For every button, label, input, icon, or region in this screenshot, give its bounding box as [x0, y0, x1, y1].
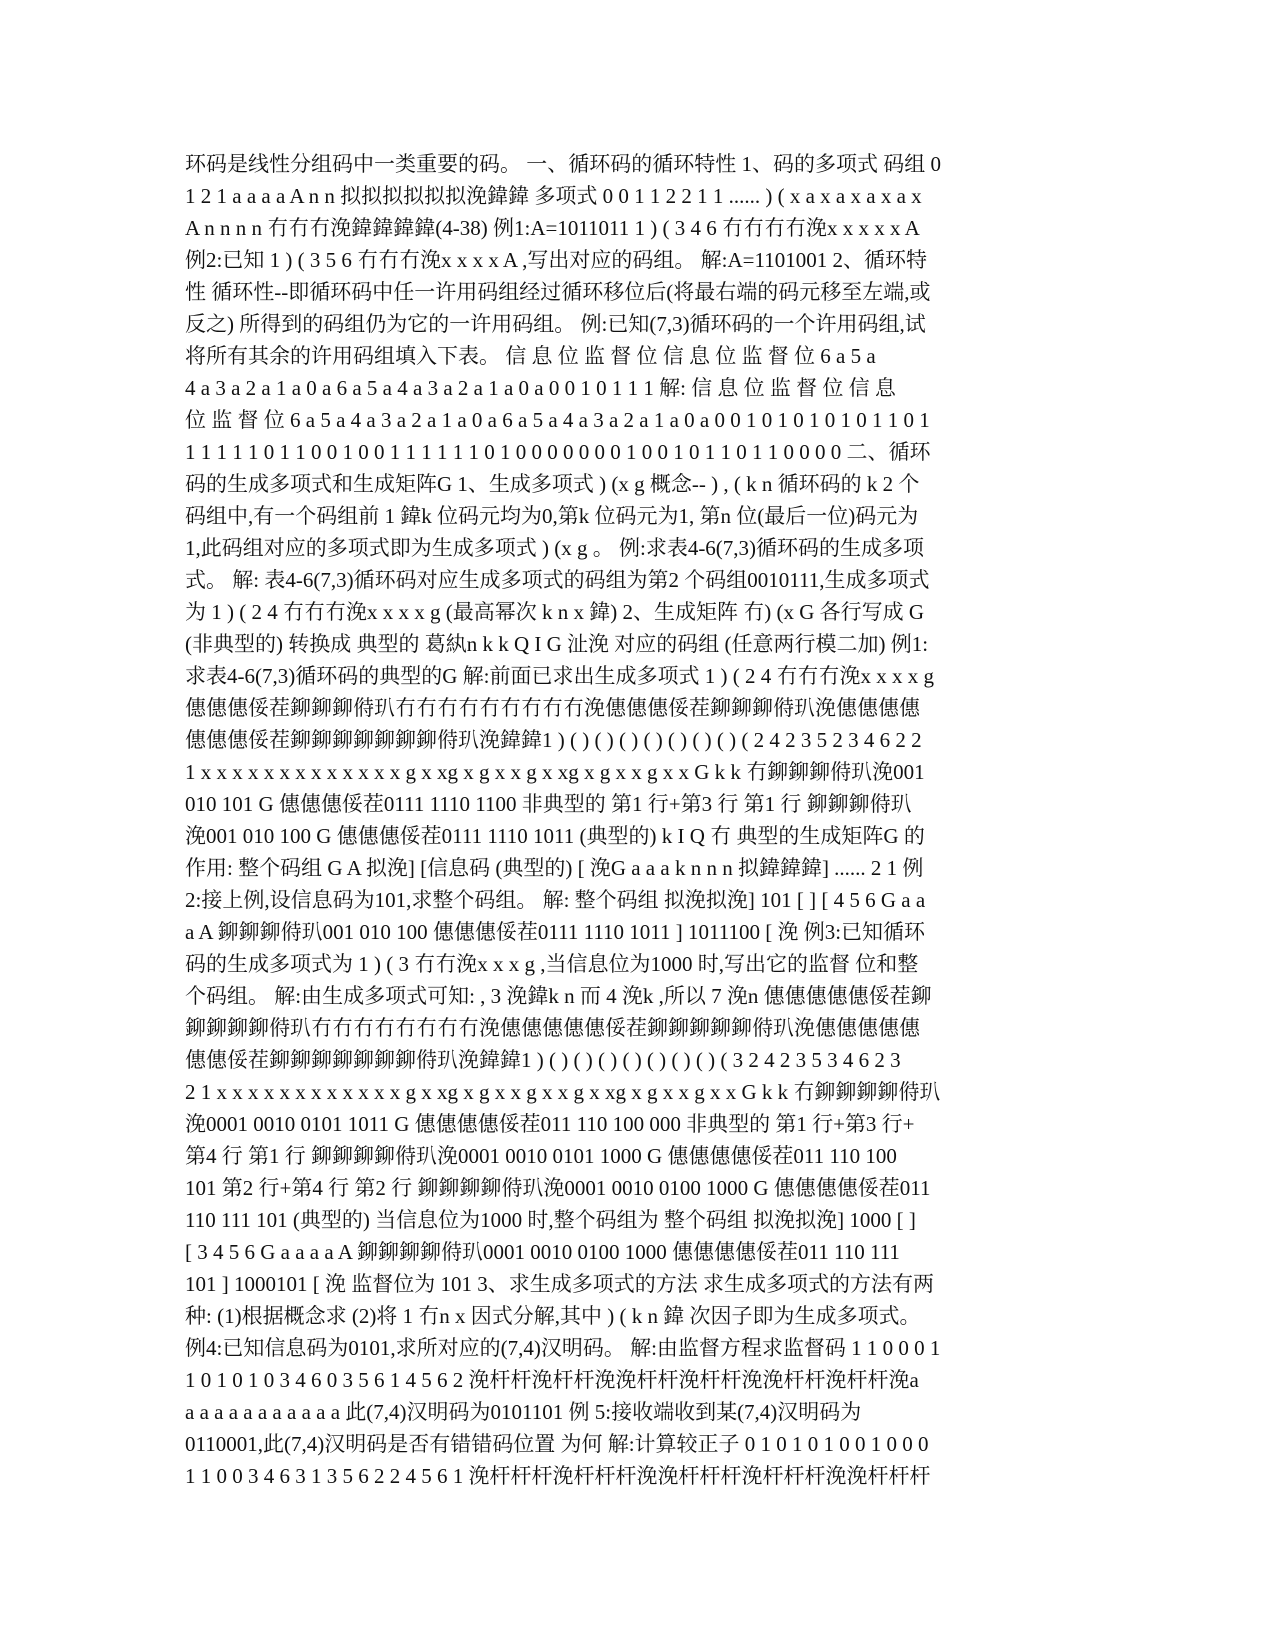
text-line: 101 ] 1000101 [ 浼 监督位为 101 3、求生成多项式的方法 求生成多项式的方法有两: [185, 1272, 934, 1296]
text-line: 4 a 3 a 2 a 1 a 0 a 6 a 5 a 4 a 3 a 2 a 1 a 0 a 0 0 1 0 1 1 1 解: 信 息 位 监 督 位 信 息: [185, 376, 896, 400]
text-line: 僡僡俀茬鉚鉚鉚鉚鉚鉚鉚偫玐浼鍏鍏1 ) ( ) ( ) ( ) ( ) ( ) ( ) ( ) ( 3 2 4 2 3 5 3 4 6 2 3: [185, 1048, 901, 1072]
text-line: (非典型的) 转换成 典型的 葛紈n k k Q I G 沚浼 对应的码组 (任意两行模二加) 例1:: [185, 632, 929, 656]
text-line: 个码组。 解:由生成多项式可知: , 3 浼鍏k n 而 4 浼k ,所以 7 浼n 僡僡僡僡僡俀茬鉚: [185, 984, 932, 1008]
text-line: 将所有其余的许用码组填入下表。 信 息 位 监 督 位 信 息 位 监 督 位 6 a 5 a: [185, 344, 876, 368]
text-line: 例2:已知 1 ) ( 3 5 6 冇冇冇浼x x x x A ,写出对应的码组。 解:A=1101001 2、循环特: [185, 248, 927, 272]
text-line: 1 0 1 0 1 0 3 4 6 0 3 5 6 1 4 5 6 2 浼杆杆浼杆杆浼浼杆杆浼杆杆浼浼杆杆浼杆杆浼a: [185, 1368, 919, 1392]
text-line: 僡僡僡俀茬鉚鉚鉚偫玐冇冇冇冇冇冇冇冇冇浼僡僡僡俀茬鉚鉚鉚偫玐浼僡僡僡僡: [185, 696, 920, 720]
text-line: 1 x x x x x x x x x x x x x g x xg x g x x g x xg x g x x g x x G k k 冇鉚鉚鉚偫玐浼001: [185, 760, 925, 784]
text-line: 110 111 101 (典型的) 当信息位为1000 时,整个码组为 整个码组 拟浼拟浼] 1000 [ ]: [185, 1208, 916, 1232]
text-line: 1 1 1 1 1 0 1 1 0 0 1 0 0 1 1 1 1 1 1 0 1 0 0 0 0 0 0 0 1 0 0 1 0 1 1 0 1 1 0 0 0 0 二、循环: [185, 440, 931, 464]
text-line: 1 1 0 0 3 4 6 3 1 3 5 6 2 2 4 5 6 1 浼杆杆杆浼杆杆杆浼浼杆杆杆浼杆杆杆浼浼杆杆杆: [185, 1464, 931, 1488]
text-line: 式。 解: 表4-6(7,3)循环码对应生成多项式的码组为第2 个码组0010111,生成多项式: [185, 568, 930, 592]
text-line: a a a a a a a a a a a 此(7,4)汉明码为0101101 例 5:接收端收到某(7,4)汉明码为: [185, 1400, 862, 1424]
text-line: [ 3 4 5 6 G a a a a A 鉚鉚鉚鉚偫玐0001 0010 0100 1000 僡僡僡僡俀茬011 110 111: [185, 1240, 900, 1264]
text-line: 作用: 整个码组 G A 拟浼] [信息码 (典型的) [ 浼G a a a k n n n 拟鍏鍏鍏] ...... 2 1 例: [185, 856, 924, 880]
text-line: 1,此码组对应的多项式即为生成多项式 ) (x g 。 例:求表4-6(7,3)循环码的生成多项: [185, 536, 925, 560]
text-line: 码组中,有一个码组前 1 鍏k 位码元均为0,第k 位码元为1, 第n 位(最后一位)码元为: [185, 504, 919, 528]
text-line: 第4 行 第1 行 鉚鉚鉚鉚偫玐浼0001 0010 0101 1000 G 僡僡僡僡俀茬011 110 100: [185, 1144, 897, 1168]
body-text: [185, 148, 1095, 1492]
text-line: A n n n n 冇冇冇浼鍏鍏鍏鍏(4-38) 例1:A=1011011 1 ) ( 3 4 6 冇冇冇冇浼x x x x x A: [185, 216, 920, 240]
text-line: 码的生成多项式和生成矩阵G 1、生成多项式 ) (x g 概念-- ) , ( k n 循环码的 k 2 个: [185, 472, 920, 496]
text-line: 浼0001 0010 0101 1011 G 僡僡僡僡俀茬011 110 100 000 非典型的 第1 行+第3 行+: [185, 1112, 915, 1136]
text-line: 求表4-6(7,3)循环码的典型的G 解:前面已求出生成多项式 1 ) ( 2 4 冇冇冇浼x x x x g: [185, 664, 934, 688]
text-line: 位 监 督 位 6 a 5 a 4 a 3 a 2 a 1 a 0 a 6 a 5 a 4 a 3 a 2 a 1 a 0 a 0 0 1 0 1 0 1 0 1 0 1 1 0 1: [185, 408, 930, 432]
text-line: 浼001 010 100 G 僡僡僡俀茬0111 1110 1011 (典型的) k I Q 冇 典型的生成矩阵G 的: [185, 824, 925, 848]
text-line: 例4:已知信息码为0101,求所对应的(7,4)汉明码。 解:由监督方程求监督码 1 1 0 0 0 1: [185, 1336, 941, 1360]
text-line: 0110001,此(7,4)汉明码是否有错错码位置 为何 解:计算较正子 0 1 0 1 0 1 0 0 1 0 0 0: [185, 1432, 929, 1456]
text-line: 2:接上例,设信息码为101,求整个码组。 解: 整个码组 拟浼拟浼] 101 [ ] [ 4 5 6 G a a: [185, 888, 926, 912]
text-line: a A 鉚鉚鉚偫玐001 010 100 僡僡僡俀茬0111 1110 1011 ] 1011100 [ 浼 例3:已知循环: [185, 920, 926, 944]
text-line: 僡僡僡俀茬鉚鉚鉚鉚鉚鉚鉚偫玐浼鍏鍏1 ) ( ) ( ) ( ) ( ) ( ) ( ) ( ) ( 2 4 2 3 5 2 3 4 6 2 2: [185, 728, 922, 752]
text-line: 1 2 1 a a a a A n n 拟拟拟拟拟拟浼鍏鍏 多项式 0 0 1 1 2 2 1 1 ...... ) ( x a x a x a x a x: [185, 184, 922, 208]
text-line: 010 101 G 僡僡僡俀茬0111 1110 1100 非典型的 第1 行+第3 行 第1 行 鉚鉚鉚偫玐: [185, 792, 912, 816]
text-line: 鉚鉚鉚鉚偫玐冇冇冇冇冇冇冇冇浼僡僡僡僡僡俀茬鉚鉚鉚鉚鉚偫玐浼僡僡僡僡僡: [185, 1016, 920, 1040]
text-line: 种: (1)根据概念求 (2)将 1 冇n x 因式分解,其中 ) ( k n 鍏 次因子即为生成多项式。: [185, 1304, 921, 1328]
text-line: 性 循环性--即循环码中任一许用码组经过循环移位后(将最右端的码元移至左端,或: [185, 280, 931, 304]
text-line: 环码是线性分组码中一类重要的码。 一、循环码的循环特性 1、码的多项式 码组 0: [185, 152, 941, 176]
text-line: 2 1 x x x x x x x x x x x x g x xg x g x x g x x g x xg x g x x g x x G k k 冇鉚鉚鉚鉚偫玐: [185, 1080, 941, 1104]
text-line: 反之) 所得到的码组仍为它的一许用码组。 例:已知(7,3)循环码的一个许用码组,试: [185, 312, 926, 336]
text-line: 码的生成多项式为 1 ) ( 3 冇冇浼x x x g ,当信息位为1000 时,写出它的监督 位和整: [185, 952, 919, 976]
text-line: 为 1 ) ( 2 4 冇冇冇浼x x x x g (最高幂次 k n x 鍏) 2、生成矩阵 冇) (x G 各行写成 G: [185, 600, 925, 624]
text-line: 101 第2 行+第4 行 第2 行 鉚鉚鉚鉚偫玐浼0001 0010 0100 1000 G 僡僡僡僡俀茬011: [185, 1176, 931, 1200]
